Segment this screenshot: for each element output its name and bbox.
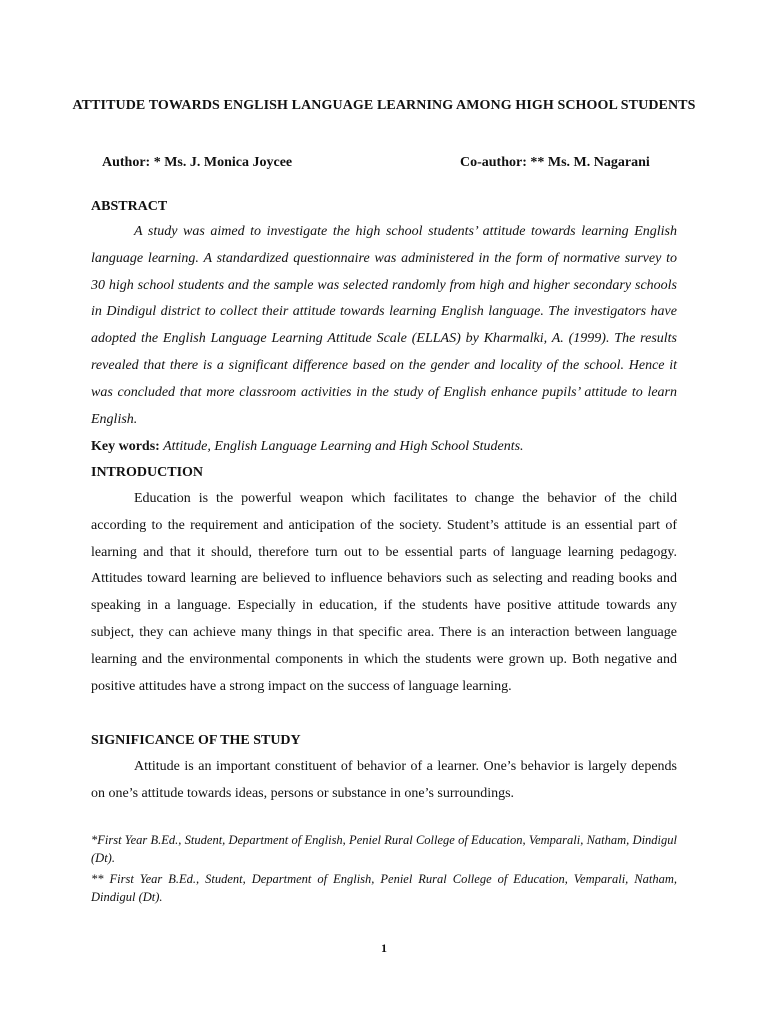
footnote-coauthor: ** First Year B.Ed., Student, Department of English, Peniel Rural College of Education, Vemparali, Natham, Dindigul (Dt). [91, 872, 677, 904]
footnote-author: *First Year B.Ed., Student, Department of English, Peniel Rural College of Education, Vemparali, Natham, Dindigul (Dt). [91, 833, 677, 865]
paper-title: ATTITUDE TOWARDS ENGLISH LANGUAGE LEARNING AMONG HIGH SCHOOL STUDENTS [72, 98, 696, 113]
keywords-label: Key words: [91, 439, 160, 454]
author-name: Author: * Ms. J. Monica Joycee [102, 155, 293, 170]
page-number: 1 [381, 941, 387, 955]
coauthor-name: Co-author: ** Ms. M. Nagarani [460, 155, 650, 170]
introduction-body: Education is the powerful weapon which facilitates to change the behavior of the child according to the requirement and anticipation of the society. Student’s attitude is an essential part of learning and that it should, therefore turn out to be essential parts of language learning pedagogy. Attitudes toward learning are believed to influence behaviors such as selecting and reading books and speaking in a language. Especially in education, if the students have positive attitude towards any subject, they can achieve many things in that specific area. There is an interaction between language learning and the environmental components in which the students were grown up. Both negative and positive attitudes have a strong impact on the success of language learning. [91, 491, 677, 694]
keywords-text: Attitude, English Language Learning and High School Students. [159, 439, 524, 454]
significance-heading: SIGNIFICANCE OF THE STUDY [91, 733, 301, 748]
abstract-heading: ABSTRACT [91, 199, 168, 214]
introduction-heading: INTRODUCTION [91, 465, 204, 480]
author-line [102, 155, 702, 171]
abstract-body: A study was aimed to investigate the high school students’ attitude towards learning English language learning. A standardized questionnaire was administered in the form of normative survey to 30 high school students and the sample was selected randomly from high and higher secondary schools in Dindigul district to collect their attitude towards learning English language. The investigators have adopted the English Language Learning Attitude Scale (ELLAS) by Kharmalki, A. (1999). The results revealed that there is a significant difference based on the gender and locality of the school. Hence it was concluded that more classroom activities in the study of English enhance pupils’ attitude to learn English. [91, 224, 677, 427]
keywords-line [91, 437, 677, 457]
significance-body: Attitude is an important constituent of behavior of a learner. One’s behavior is largely depends on one’s attitude towards ideas, persons or substance in one’s surroundings. [91, 759, 677, 801]
